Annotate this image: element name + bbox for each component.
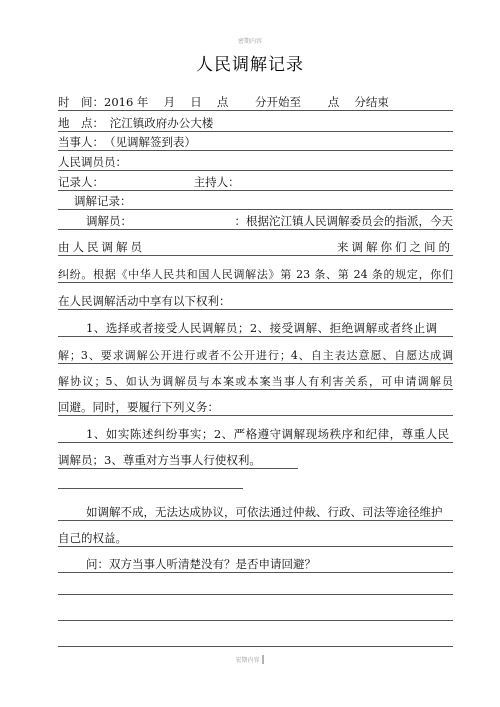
answer-line-2: [58, 620, 453, 621]
time-text: 时 间：2016 年 月 日 点 分开始至 点 分结束: [58, 95, 389, 109]
record-field: [58, 194, 453, 210]
statement-line-1-right: ：根据沱江镇人民调解委员会的指派，今天: [234, 214, 453, 228]
time-field: [58, 95, 453, 111]
mediator-field: [58, 155, 453, 171]
blank-short-line: [58, 488, 243, 489]
duties-line-1-text: 1、如实陈述纠纷事实；2、严格遵守调解现场秩序和纪律，尊重人民: [86, 427, 450, 441]
rights-line-2: 解；3、要求调解公开进行或者不公开进行；4、自主表达意愿、自愿达成调: [58, 349, 453, 362]
host-text: 主持人：: [193, 175, 240, 189]
footer-mark: |: [261, 655, 265, 665]
place-text: 地 点： 沱江镇政府办公大楼: [58, 116, 214, 130]
parties-field: [58, 135, 453, 151]
document-title: 人民调解记录: [196, 55, 304, 75]
statement-line-2: [58, 240, 453, 256]
statement-line-3: 纠纷。根据《中华人民共和国人民调解法》第 23 条、第 24 条的规定，你们: [58, 268, 453, 281]
rights-line-3: 解协议；5、如认为调解员与本案或本案当事人有利害关系，可申请调解员: [58, 375, 453, 388]
recorder-text: 记录人：: [58, 175, 104, 189]
page-footer: [0, 655, 500, 665]
mediator-text: 人民调员员：: [58, 155, 127, 169]
statement-line-1-left: 调解员：: [86, 214, 132, 228]
rights-line-1-text: 1、选择或者接受人民调解员；2、接受调解、拒绝调解或者终止调: [86, 321, 438, 335]
duties-underline: [58, 468, 298, 469]
duties-line-1: [58, 427, 453, 443]
answer-line-3: [58, 646, 453, 647]
duties-line-2: [58, 453, 453, 468]
recorder-host-field: [58, 175, 453, 191]
failure-line-2: 自己的权益。: [58, 531, 453, 547]
page-header: 密期内容: [237, 38, 262, 45]
answer-line-1: [58, 594, 453, 595]
rights-line-4: 回避。同时，要履行下列义务：: [58, 400, 453, 416]
failure-line-1: [58, 505, 453, 521]
parties-text: 当事人： （见调解签到表）: [58, 135, 196, 149]
footer-text: 宏期内容: [235, 657, 260, 664]
statement-line-2-left: 由人民调解员: [58, 240, 145, 254]
question-line: [58, 557, 453, 573]
duties-line-2-text: 调解员；3、尊重对方当事人行使权利。: [58, 453, 261, 467]
statement-line-4: 在人民调解活动中享有以下权利：: [58, 294, 453, 310]
record-text: 调解记录：: [74, 194, 132, 208]
statement-line-2-right: 来调解你们之间的: [337, 240, 453, 254]
question-text: 问：双方当事人听清楚没有？是否申请回避？: [86, 557, 316, 571]
statement-line-1: [58, 214, 453, 230]
place-field: [58, 116, 453, 132]
failure-line-1-text: 如调解不成，无法达成协议，可依法通过仲裁、行政、司法等途径维护: [86, 505, 443, 519]
rights-line-1: [58, 321, 453, 337]
